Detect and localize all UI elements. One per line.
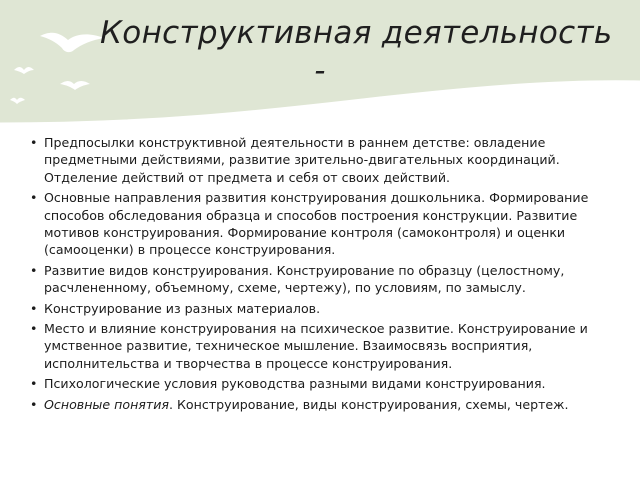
list-item	[30, 320, 620, 372]
list-item-text: . Конструирование, виды конструирования, схемы, чертеж.	[168, 396, 569, 412]
bullet-icon: •	[30, 300, 38, 316]
list-item-text: Конструирование из разных материалов.	[44, 300, 321, 316]
list-item	[30, 396, 620, 413]
list-item-text: Предпосылки конструктивной деятельности в раннем детстве: овладение предметными действиями, развитие зрительно-двигательных координаций. Отделение действий от предмета и себя от своих действий.	[44, 135, 560, 185]
list-item	[30, 262, 620, 297]
list-item-text: Место и влияние конструирования на психическое развитие. Конструирование и умственное развитие, техническое мышление. Взаимосвязь восприятия, исполнительства и творчества в процессе конструирования.	[44, 321, 588, 371]
bullet-icon: •	[30, 135, 38, 150]
list-item	[30, 300, 620, 317]
list-item	[30, 134, 620, 186]
bullet-icon: •	[30, 190, 38, 206]
list-item-text: Психологические условия руководства разными видами конструирования.	[44, 376, 546, 392]
slide-title-line1: Конструктивная деятельность	[100, 15, 613, 51]
bullet-icon: •	[30, 376, 38, 392]
bullet-icon: •	[30, 262, 38, 278]
key-concepts-label: Основные понятия	[44, 396, 169, 412]
list-item	[30, 189, 620, 259]
slide-title-line2: -	[314, 53, 326, 89]
slide-title	[0, 14, 640, 90]
bullet-list	[30, 134, 620, 416]
list-item	[30, 375, 620, 392]
bullet-icon: •	[30, 396, 38, 412]
list-item-text: Развитие видов конструирования. Конструирование по образцу (целостному, расчлененному, объемному, схеме, чертежу), по условиям, по замыслу.	[44, 262, 565, 296]
bullet-icon: •	[30, 321, 38, 337]
list-item-text: Основные направления развития конструирования дошкольника. Формирование способов обследования образца и способов построения конструкции. Развитие мотивов конструирования. Формирование контроля (самоконтроля) и оценки (самооценки) в процессе конструирования.	[44, 190, 589, 258]
